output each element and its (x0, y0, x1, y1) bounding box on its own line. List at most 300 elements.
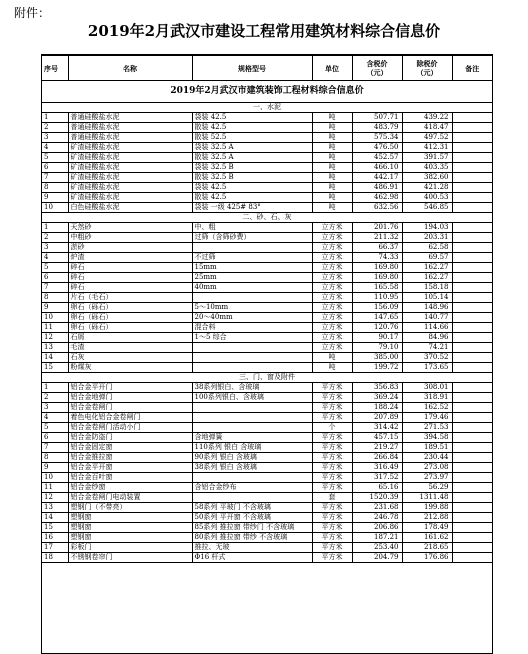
unit: 个 (312, 423, 352, 433)
unit: 吨 (312, 183, 352, 193)
price-without-tax: 546.85 (402, 203, 452, 213)
price-with-tax: 246.78 (352, 513, 402, 523)
price-without-tax: 173.65 (402, 363, 452, 373)
material-name: 淤砂 (68, 243, 192, 253)
unit: 吨 (312, 123, 352, 133)
material-name: 塑钢窗 (68, 523, 192, 533)
price-without-tax: 394.58 (402, 433, 452, 443)
price-with-tax: 120.76 (352, 323, 402, 333)
price-with-tax: 369.24 (352, 393, 402, 403)
header-no: 序号 (42, 56, 68, 81)
material-name: 毛渣 (68, 343, 192, 353)
spec (192, 423, 312, 433)
table-row (42, 413, 492, 423)
row-no: 5 (42, 423, 68, 433)
remark (452, 183, 492, 193)
price-with-tax: 266.84 (352, 453, 402, 463)
unit: 立方米 (312, 313, 352, 323)
price-with-tax: 66.37 (352, 243, 402, 253)
price-with-tax: 476.50 (352, 143, 402, 153)
table-row (42, 393, 492, 403)
price-without-tax: 105.14 (402, 293, 452, 303)
remark (452, 143, 492, 153)
material-name: 矿渣硅酸盐水泥 (68, 143, 192, 153)
unit: 平方米 (312, 483, 352, 493)
price-with-tax: 632.56 (352, 203, 402, 213)
table-row (42, 443, 492, 453)
price-with-tax: 575.34 (352, 133, 402, 143)
material-name: 铝合金平开窗 (68, 463, 192, 473)
remark (452, 223, 492, 233)
remark (452, 393, 492, 403)
attachment-label: 附件： (14, 6, 51, 20)
remark (452, 163, 492, 173)
table-header (42, 56, 492, 81)
spec: 100系列银白、含玻璃 (192, 393, 312, 403)
price-without-tax: 56.29 (402, 483, 452, 493)
spec: 散装 42.5 (192, 193, 312, 203)
spec: 含铝合金纱布 (192, 483, 312, 493)
row-no: 5 (42, 263, 68, 273)
price-with-tax: 204.79 (352, 553, 402, 563)
price-without-tax: 308.01 (402, 383, 452, 393)
material-name: 矿渣硅酸盐水泥 (68, 153, 192, 163)
table-row (42, 543, 492, 553)
row-no: 2 (42, 123, 68, 133)
remark (452, 333, 492, 343)
section-row (42, 373, 492, 383)
remark (452, 303, 492, 313)
unit: 吨 (312, 143, 352, 153)
row-no: 13 (42, 343, 68, 353)
price-without-tax: 418.47 (402, 123, 452, 133)
price-with-tax: 147.65 (352, 313, 402, 323)
price-without-tax: 199.88 (402, 503, 452, 513)
unit: 立方米 (312, 223, 352, 233)
table-row (42, 513, 492, 523)
material-name: 矿渣硅酸盐水泥 (68, 183, 192, 193)
table-row (42, 333, 492, 343)
table-row (42, 153, 492, 163)
material-name: 铝合金地弹门 (68, 393, 192, 403)
price-without-tax: 318.91 (402, 393, 452, 403)
price-without-tax: 69.57 (402, 253, 452, 263)
table-row (42, 363, 492, 373)
spec: 40mm (192, 283, 312, 293)
unit: 立方米 (312, 273, 352, 283)
row-no: 11 (42, 323, 68, 333)
row-no: 14 (42, 353, 68, 363)
spec: 中、粗 (192, 223, 312, 233)
row-no: 9 (42, 303, 68, 313)
table-row (42, 303, 492, 313)
table-row (42, 163, 492, 173)
price-with-tax: 169.80 (352, 273, 402, 283)
remark (452, 483, 492, 493)
table-row (42, 383, 492, 393)
table-row (42, 483, 492, 493)
spec: 25mm (192, 273, 312, 283)
table-row (42, 453, 492, 463)
material-name: 塑钢窗 (68, 513, 192, 523)
unit: 立方米 (312, 323, 352, 333)
material-name: 碎石 (68, 263, 192, 273)
price-with-tax: 385.00 (352, 353, 402, 363)
spec: 不过筛 (192, 253, 312, 263)
remark (452, 413, 492, 423)
price-with-tax: 79.10 (352, 343, 402, 353)
remark (452, 513, 492, 523)
table-row (42, 273, 492, 283)
spec: 58系列 平玻门 不含玻璃 (192, 503, 312, 513)
material-name: 粉煤灰 (68, 363, 192, 373)
row-no: 17 (42, 543, 68, 553)
table-row (42, 263, 492, 273)
material-name: 铝合金防盗门 (68, 433, 192, 443)
row-no: 10 (42, 473, 68, 483)
table-row (42, 463, 492, 473)
table-row (42, 173, 492, 183)
table-row (42, 133, 492, 143)
unit: 平方米 (312, 443, 352, 453)
price-without-tax: 74.21 (402, 343, 452, 353)
price-with-tax: 90.17 (352, 333, 402, 343)
price-with-tax: 188.24 (352, 403, 402, 413)
row-no: 4 (42, 253, 68, 263)
spec: 38系列 银白 含玻璃 (192, 463, 312, 473)
material-name: 矿渣硅酸盐水泥 (68, 163, 192, 173)
unit: 平方米 (312, 453, 352, 463)
table-row (42, 493, 492, 503)
table-row (42, 313, 492, 323)
spec (192, 413, 312, 423)
price-without-tax: 403.35 (402, 163, 452, 173)
unit: 立方米 (312, 333, 352, 343)
price-with-tax: 466.10 (352, 163, 402, 173)
material-name: 碎石 (68, 283, 192, 293)
remark (452, 193, 492, 203)
header-unit: 单位 (312, 56, 352, 81)
table-row (42, 113, 492, 123)
unit: 立方米 (312, 253, 352, 263)
spec (192, 403, 312, 413)
spec: 袋装 32.5 A (192, 143, 312, 153)
material-name: 铝合金纱窗 (68, 483, 192, 493)
remark (452, 533, 492, 543)
material-name: 矿渣硅酸盐水泥 (68, 193, 192, 203)
table-row (42, 343, 492, 353)
spec: 散装 52.5 (192, 133, 312, 143)
table-row (42, 193, 492, 203)
remark (452, 313, 492, 323)
table-row (42, 283, 492, 293)
price-without-tax: 230.44 (402, 453, 452, 463)
remark (452, 493, 492, 503)
spec (192, 363, 312, 373)
price-without-tax: 84.96 (402, 333, 452, 343)
price-without-tax: 271.53 (402, 423, 452, 433)
unit: 平方米 (312, 473, 352, 483)
row-no: 5 (42, 153, 68, 163)
remark (452, 523, 492, 533)
material-name: 铝合金百叶窗 (68, 473, 192, 483)
price-with-tax: 187.21 (352, 533, 402, 543)
price-with-tax: 507.71 (352, 113, 402, 123)
price-without-tax: 148.96 (402, 303, 452, 313)
remark (452, 283, 492, 293)
remark (452, 323, 492, 333)
material-name: 卵石（砾石） (68, 313, 192, 323)
material-name: 卵石（砾石） (68, 323, 192, 333)
remark (452, 123, 492, 133)
material-name: 铝合金卷闸门 (68, 403, 192, 413)
unit: 立方米 (312, 243, 352, 253)
row-no: 3 (42, 403, 68, 413)
remark (452, 253, 492, 263)
row-no: 4 (42, 413, 68, 423)
row-no: 12 (42, 493, 68, 503)
unit: 平方米 (312, 393, 352, 403)
header-remark: 备注 (452, 56, 492, 81)
spec: 混合料 (192, 323, 312, 333)
table-title: 2019年2月武汉市建筑装饰工程材料综合信息价 (42, 81, 492, 103)
price-without-tax: 370.52 (402, 353, 452, 363)
remark (452, 403, 492, 413)
price-without-tax: 162.27 (402, 263, 452, 273)
row-no: 1 (42, 383, 68, 393)
price-without-tax: 62.58 (402, 243, 452, 253)
row-no: 1 (42, 223, 68, 233)
material-name: 中粗砂 (68, 233, 192, 243)
spec: 含地弹簧 (192, 433, 312, 443)
unit: 平方米 (312, 463, 352, 473)
unit: 吨 (312, 193, 352, 203)
spec: 散装 32.5 A (192, 153, 312, 163)
remark (452, 463, 492, 473)
price-with-tax: 317.52 (352, 473, 402, 483)
row-no: 7 (42, 283, 68, 293)
remark (452, 433, 492, 443)
spec: 散装 32.5 B (192, 173, 312, 183)
table-row (42, 253, 492, 263)
spec: 15mm (192, 263, 312, 273)
remark (452, 173, 492, 183)
table-row (42, 233, 492, 243)
unit: 立方米 (312, 303, 352, 313)
remark (452, 343, 492, 353)
price-with-tax: 486.91 (352, 183, 402, 193)
price-table-frame (41, 54, 493, 654)
material-name: 彩板门 (68, 543, 192, 553)
price-with-tax: 483.79 (352, 123, 402, 133)
spec: 90系列 银白 含玻璃 (192, 453, 312, 463)
price-with-tax: 169.80 (352, 263, 402, 273)
spec (192, 293, 312, 303)
material-name: 天然砂 (68, 223, 192, 233)
remark (452, 453, 492, 463)
row-no: 6 (42, 433, 68, 443)
row-no: 18 (42, 553, 68, 563)
unit: 平方米 (312, 413, 352, 423)
price-with-tax: 314.42 (352, 423, 402, 433)
remark (452, 233, 492, 243)
remark (452, 273, 492, 283)
row-no: 2 (42, 233, 68, 243)
material-name: 普通硅酸盐水泥 (68, 133, 192, 143)
spec: 袋装 42.5 (192, 183, 312, 193)
spec: 50系列 平开窗 不含玻璃 (192, 513, 312, 523)
material-name: 不锈钢卷帘门 (68, 553, 192, 563)
price-without-tax: 161.62 (402, 533, 452, 543)
unit: 平方米 (312, 383, 352, 393)
row-no: 9 (42, 193, 68, 203)
remark (452, 553, 492, 563)
spec: 80系列 推拉窗 带纱 不含玻璃 (192, 533, 312, 543)
price-without-tax: 273.08 (402, 463, 452, 473)
unit: 立方米 (312, 283, 352, 293)
material-name: 着色电化铝合金卷闸门 (68, 413, 192, 423)
spec: 袋装 42.5 (192, 113, 312, 123)
remark (452, 473, 492, 483)
row-no: 7 (42, 173, 68, 183)
table-row (42, 503, 492, 513)
spec: 过筛（含筛砂费） (192, 233, 312, 243)
header-price-net: 除税价 （元） (402, 56, 452, 81)
unit: 吨 (312, 153, 352, 163)
header-spec: 规格型号 (192, 56, 312, 81)
row-no: 10 (42, 203, 68, 213)
table-row (42, 183, 492, 193)
header-price-tax: 含税价 （元） (352, 56, 402, 81)
spec: 袋装 一级 425# 83° (192, 203, 312, 213)
price-without-tax: 421.28 (402, 183, 452, 193)
price-without-tax: 203.31 (402, 233, 452, 243)
material-name: 铝合金推拉窗 (68, 453, 192, 463)
row-no: 13 (42, 503, 68, 513)
unit: 平方米 (312, 403, 352, 413)
table-row (42, 523, 492, 533)
unit: 立方米 (312, 343, 352, 353)
row-no: 14 (42, 513, 68, 523)
spec: 85系列 推拉窗 带纱门 不含玻璃 (192, 523, 312, 533)
material-name: 石灰 (68, 353, 192, 363)
unit: 套 (312, 493, 352, 503)
price-without-tax: 179.46 (402, 413, 452, 423)
spec: 5～10mm (192, 303, 312, 313)
unit: 吨 (312, 163, 352, 173)
row-no: 7 (42, 443, 68, 453)
table-row (42, 143, 492, 153)
price-with-tax: 356.83 (352, 383, 402, 393)
table-title-block (42, 81, 492, 103)
row-no: 1 (42, 113, 68, 123)
price-with-tax: 457.15 (352, 433, 402, 443)
spec (192, 473, 312, 483)
price-with-tax: 199.72 (352, 363, 402, 373)
price-with-tax: 1520.39 (352, 493, 402, 503)
table-row (42, 203, 492, 213)
remark (452, 263, 492, 273)
remark (452, 423, 492, 433)
unit: 吨 (312, 203, 352, 213)
material-name: 片石（毛石） (68, 293, 192, 303)
unit: 平方米 (312, 523, 352, 533)
row-no: 15 (42, 523, 68, 533)
section-title: 一、水泥 (42, 103, 492, 113)
price-with-tax: 207.89 (352, 413, 402, 423)
remark (452, 443, 492, 453)
table-row (42, 433, 492, 443)
remark (452, 113, 492, 123)
remark (452, 353, 492, 363)
material-name: 白色硅酸盐水泥 (68, 203, 192, 213)
material-name: 铝合金固定窗 (68, 443, 192, 453)
table-row (42, 403, 492, 413)
unit: 平方米 (312, 533, 352, 543)
material-name: 普通硅酸盐水泥 (68, 123, 192, 133)
header-name: 名称 (68, 56, 192, 81)
remark (452, 363, 492, 373)
price-without-tax: 158.18 (402, 283, 452, 293)
price-with-tax: 219.27 (352, 443, 402, 453)
section-row (42, 103, 492, 113)
remark (452, 543, 492, 553)
row-no: 8 (42, 293, 68, 303)
remark (452, 503, 492, 513)
row-no: 3 (42, 133, 68, 143)
table-row (42, 353, 492, 363)
unit: 立方米 (312, 233, 352, 243)
price-without-tax: 212.88 (402, 513, 452, 523)
row-no: 4 (42, 143, 68, 153)
price-without-tax: 114.66 (402, 323, 452, 333)
price-without-tax: 162.27 (402, 273, 452, 283)
unit: 吨 (312, 173, 352, 183)
table-row (42, 553, 492, 563)
material-name: 卵石（砾石） (68, 303, 192, 313)
price-with-tax: 316.49 (352, 463, 402, 473)
price-with-tax: 156.09 (352, 303, 402, 313)
spec: 20～40mm (192, 313, 312, 323)
row-no: 8 (42, 183, 68, 193)
spec: 推拉、无玻 (192, 543, 312, 553)
material-name: 普通硅酸盐水泥 (68, 113, 192, 123)
price-without-tax: 162.52 (402, 403, 452, 413)
table-row (42, 473, 492, 483)
unit: 平方米 (312, 543, 352, 553)
material-name: 塑钢窗 (68, 533, 192, 543)
price-with-tax: 253.40 (352, 543, 402, 553)
material-name: 石屑 (68, 333, 192, 343)
price-without-tax: 189.51 (402, 443, 452, 453)
price-without-tax: 1311.48 (402, 493, 452, 503)
document-title: 2019年2月武汉市建设工程常用建筑材料综合信息价 (87, 22, 441, 40)
price-without-tax: 273.97 (402, 473, 452, 483)
price-with-tax: 452.57 (352, 153, 402, 163)
price-with-tax: 65.16 (352, 483, 402, 493)
price-with-tax: 211.32 (352, 233, 402, 243)
section-title: 二、砂、石、灰 (42, 213, 492, 223)
table-body (42, 103, 492, 563)
price-without-tax: 218.65 (402, 543, 452, 553)
price-with-tax: 462.98 (352, 193, 402, 203)
price-with-tax: 206.86 (352, 523, 402, 533)
row-no: 2 (42, 393, 68, 403)
table-row (42, 293, 492, 303)
section-row (42, 213, 492, 223)
remark (452, 203, 492, 213)
price-without-tax: 400.53 (402, 193, 452, 203)
